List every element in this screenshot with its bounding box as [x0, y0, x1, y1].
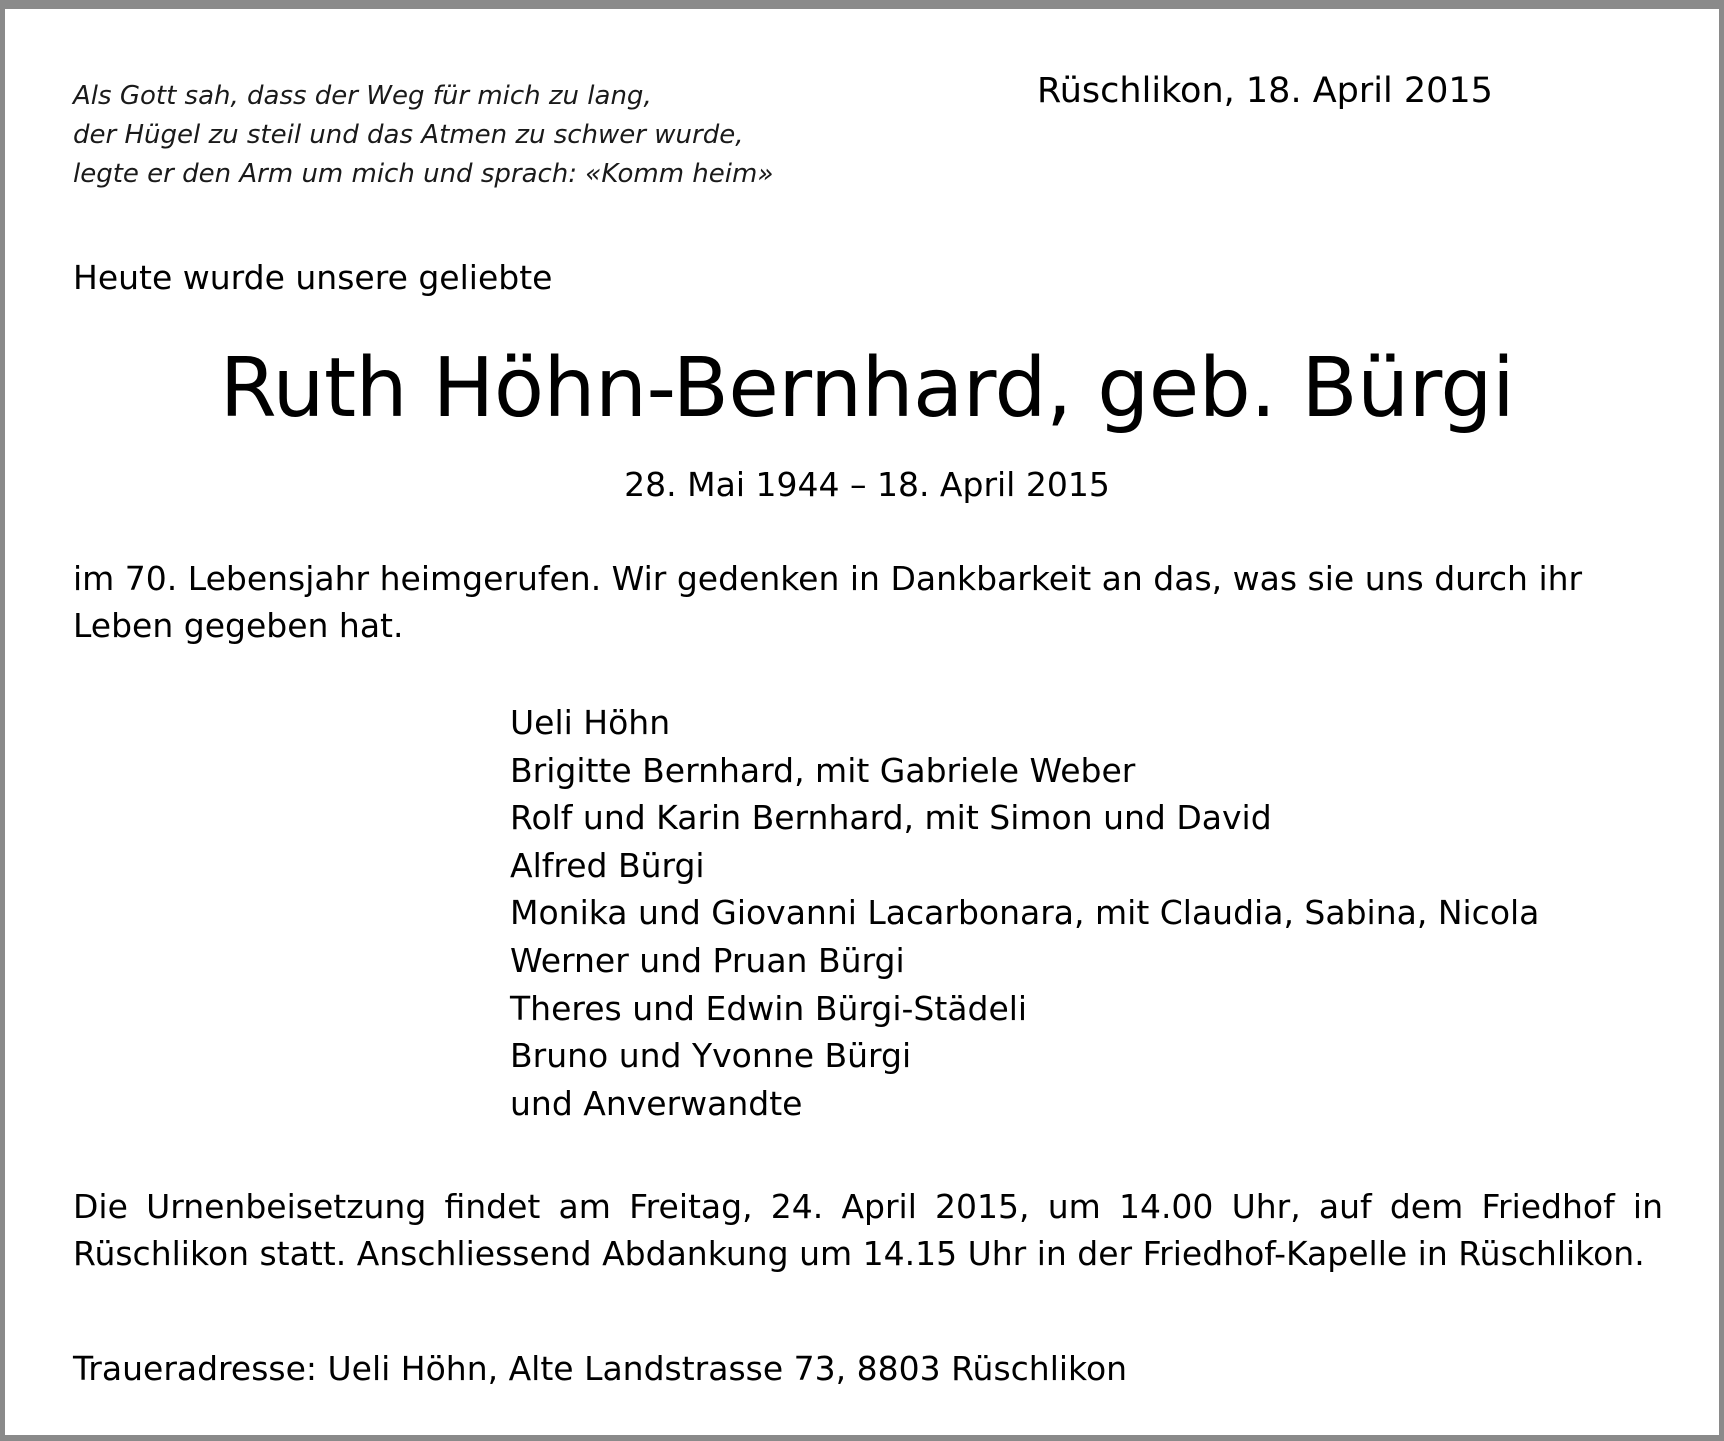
mourners-list	[510, 699, 1539, 1127]
list-item: Theres und Edwin Bürgi-Städeli	[510, 988, 1028, 1028]
funeral-info: Die Urnenbeisetzung findet am Freitag, 24. April 2015, um 14.00 Uhr, auf dem Friedhof in Rüschlikon statt. Anschliessend Abdankung um 14.15 Uhr in der Friedhof-Kapelle in Rüschlikon.	[73, 1187, 1663, 1273]
life-dates: 28. Mai 1944 – 18. April 2015	[624, 465, 1110, 504]
list-item: Brigitte Bernhard, mit Gabriele Weber	[510, 750, 1136, 790]
list-item: Bruno und Yvonne Bürgi	[510, 1036, 912, 1076]
list-item: Werner und Pruan Bürgi	[510, 940, 905, 980]
motto-line: legte er den Arm um mich und sprach: «Komm heim»	[73, 159, 774, 189]
body-text: im 70. Lebensjahr heimgerufen. Wir gedenken in Dankbarkeit an das, was sie uns durch ihr Leben gegeben hat.	[73, 559, 1583, 645]
deceased-name: Ruth Höhn-Bernhard, geb. Bürgi	[219, 341, 1515, 436]
mourning-address: Traueradresse: Ueli Höhn, Alte Landstrasse 73, 8803 Rüschlikon	[73, 1349, 1128, 1388]
motto-verse	[73, 77, 773, 194]
motto-line: der Hügel zu steil und das Atmen zu schwer wurde,	[73, 120, 744, 150]
list-item: und Anverwandte	[510, 1083, 803, 1123]
list-item: Ueli Höhn	[510, 703, 671, 742]
list-item: Alfred Bürgi	[510, 845, 705, 885]
list-item: Monika und Giovanni Lacarbonara, mit Claudia, Sabina, Nicola	[510, 893, 1540, 933]
intro-text: Heute wurde unsere geliebte	[73, 258, 553, 297]
list-item: Rolf und Karin Bernhard, mit Simon und David	[510, 798, 1272, 838]
motto-line: Als Gott sah, dass der Weg für mich zu lang,	[73, 81, 652, 111]
place-date: Rüschlikon, 18. April 2015	[1037, 71, 1493, 111]
